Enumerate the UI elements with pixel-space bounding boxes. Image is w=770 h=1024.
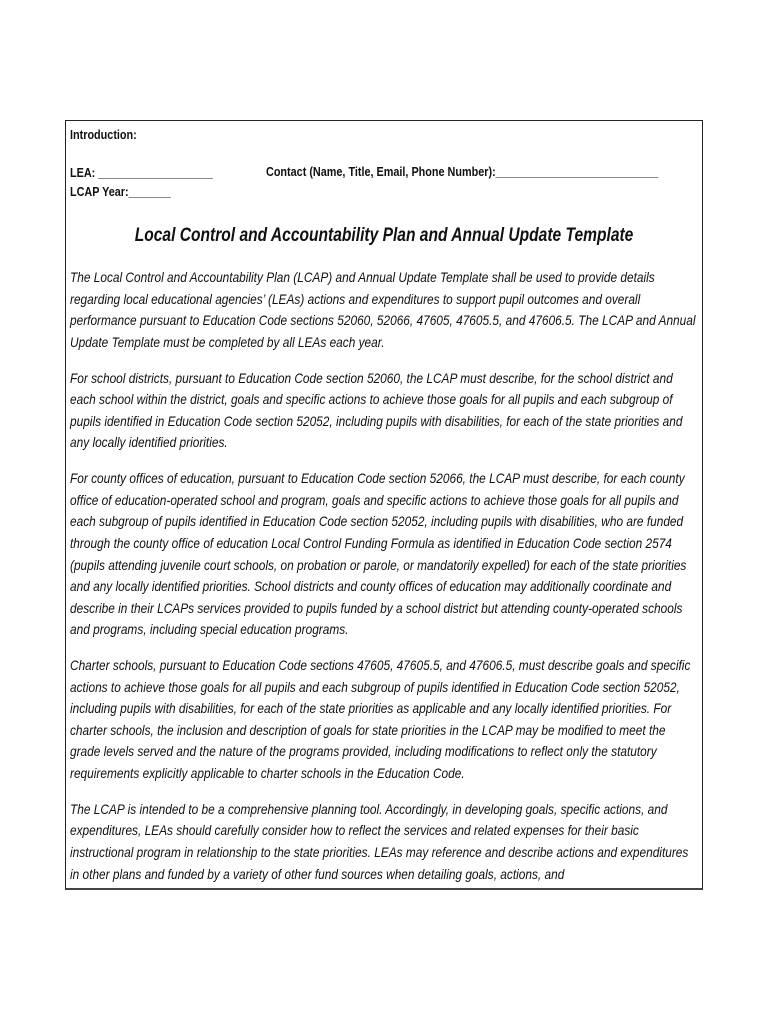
document-title-text: Local Control and Accountability Plan and Annual Update Template	[134, 225, 634, 246]
lcap-year-field: LCAP Year:_______	[70, 185, 171, 199]
paragraph-lcap-overview: The Local Control and Accountability Plan (LCAP) and Annual Update Template shall be used to provide details regarding local educational agencies’ (LEAs) actions and expenditures to support pupil outcomes and overall performance pursuant to Education Code sections 52060, 52066, 47605, 47605.5, and 47606.5. The LCAP and Annual Update Template must be completed by all LEAs each year.	[70, 269, 696, 350]
contact-field: Contact (Name, Title, Email, Phone Number):___________________________	[266, 165, 659, 179]
paragraph-charter-schools: Charter schools, pursuant to Education Code sections 47605, 47605.5, and 47606.5, must describe goals and specific actions to achieve those goals for all pupils and each subgroup of pupils identified in Education Code section 52052, including pupils with disabilities, for each of the state priorities as applicable and any locally identified priorities. For charter schools, the inclusion and description of goals for state priorities in the LCAP may be modified to meet the grade levels served and the nature of the programs provided, including modifications to reflect only the statutory requirements explicitly applicable to charter schools in the Education Code.	[70, 657, 691, 782]
document-title	[70, 223, 698, 249]
introduction-heading: Introduction:	[70, 128, 137, 142]
paragraph-school-districts: For school districts, pursuant to Education Code section 52060, the LCAP must describe, for the school district and each school within the district, goals and specific actions to achieve those goals for all pupils and each subgroup of pupils identified in Education Code section 52052, including pupils with disabilities, for each of the state priorities and any locally identified priorities.	[70, 369, 683, 451]
document-body	[70, 267, 698, 890]
paragraph-planning-tool: The LCAP is intended to be a comprehensive planning tool. Accordingly, in developing goals, specific actions, and expenditures, LEAs should carefully consider how to reflect the services and related expenses for their basic instructional program in relationship to the state priorities. LEAs may reference and describe actions and expenditures in other plans and funded by a variety of other fund sources when detailing goals, actions, and	[70, 800, 689, 882]
lea-field: LEA: ___________________	[70, 166, 213, 180]
paragraph-county-offices: For county offices of education, pursuant to Education Code section 52066, the LCAP must describe, for each county office of education-operated school and program, goals and specific actions to achieve those goals for all pupils and each subgroup of pupils identified in Education Code section 52052, including pupils with disabilities, who are funded through the county office of education Local Control Funding Formula as identified in Education Code section 2574 (pupils attending juvenile court schools, on probation or parole, or mandatorily expelled) for each of the state priorities and any locally identified priorities. School districts and county offices of education may additionally coordinate and describe in their LCAPs services provided to pupils funded by a school district but attending county-operated schools and programs, including special education programs.	[70, 470, 687, 638]
lea-contact-row	[70, 164, 703, 182]
document-frame	[65, 120, 703, 890]
